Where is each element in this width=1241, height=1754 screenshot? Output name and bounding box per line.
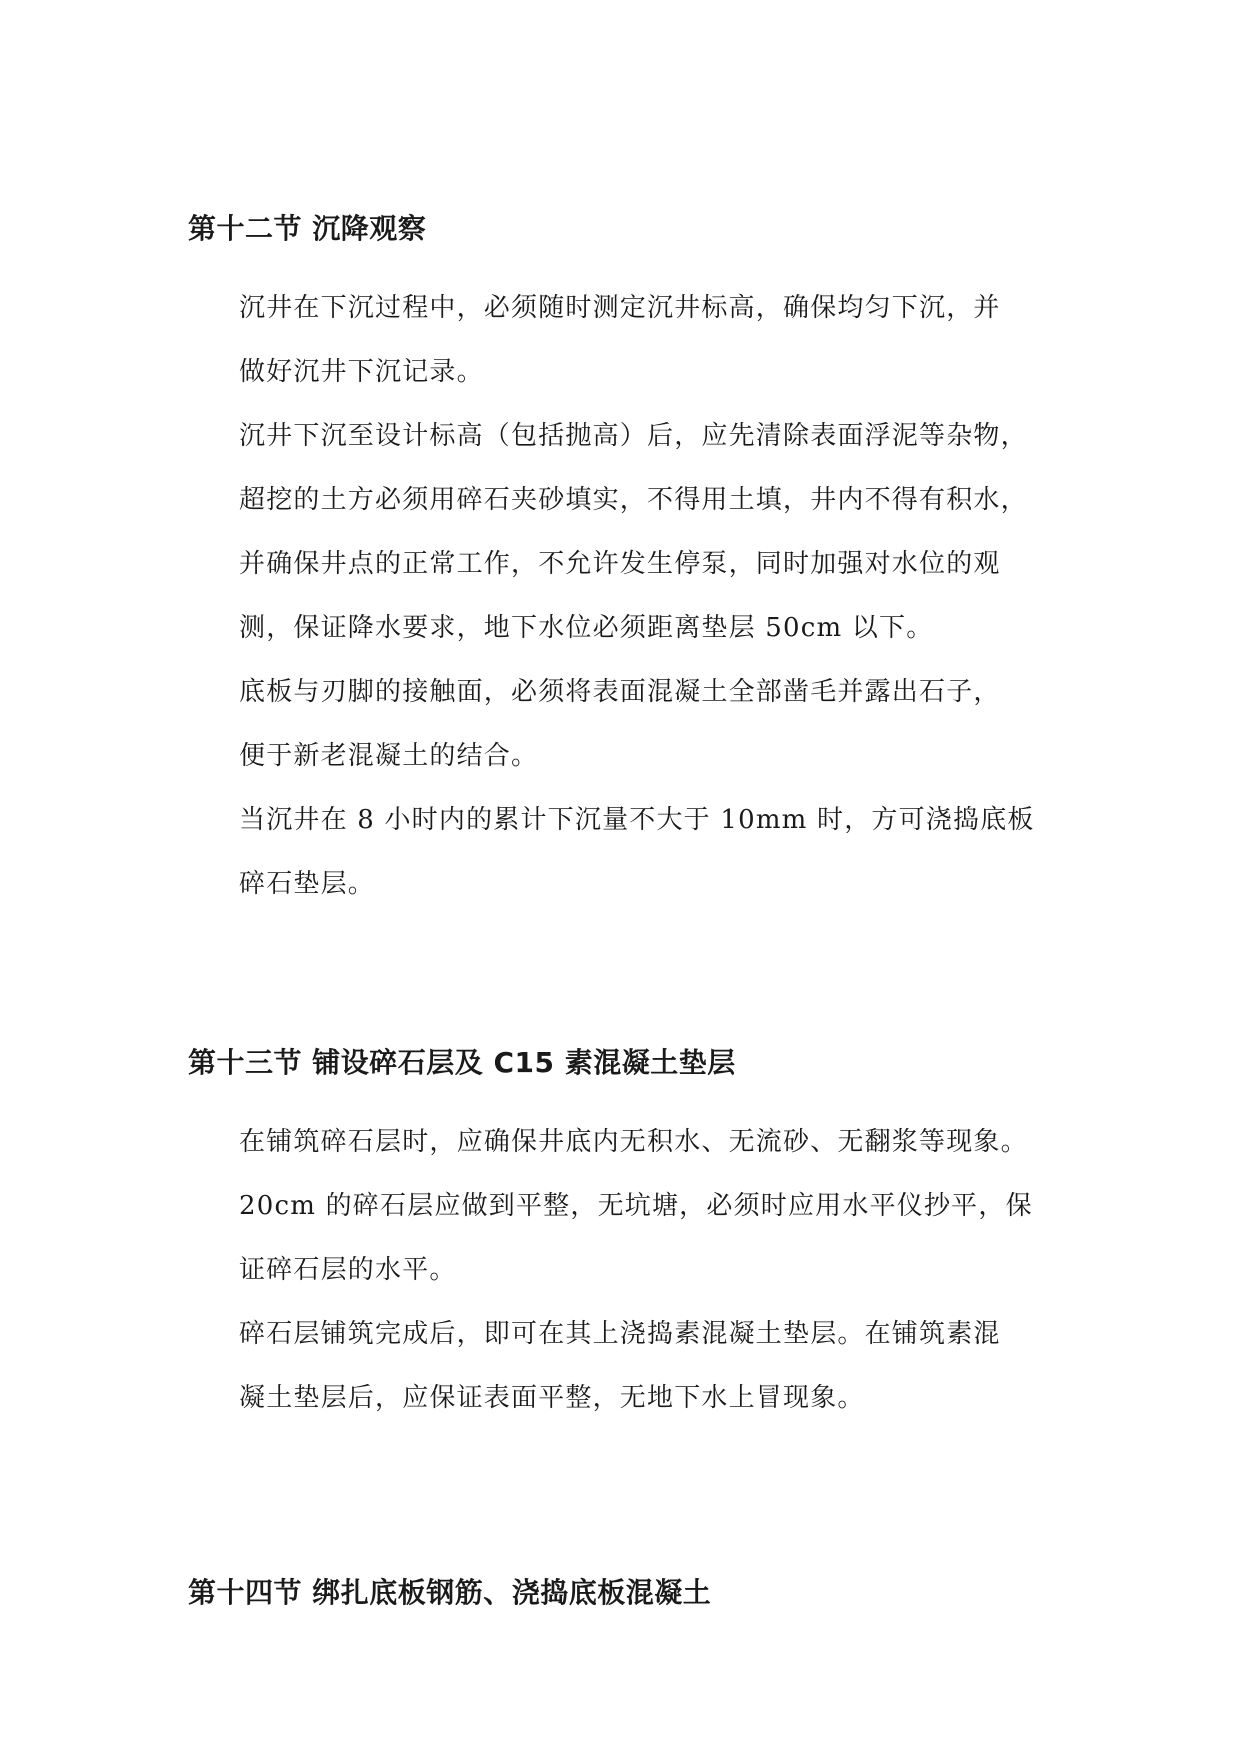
text-line: 在铺筑碎石层时，应确保井底内无积水、无流砂、无翻浆等现象。 <box>239 1127 1028 1157</box>
paragraph <box>239 1302 1069 1430</box>
text-line: 碎石层铺筑完成后，即可在其上浇捣素混凝土垫层。在铺筑素混 <box>239 1319 1001 1349</box>
text-line: 碎石垫层。 <box>239 869 376 899</box>
text-line: 凝土垫层后，应保证表面平整，无地下水上冒现象。 <box>239 1383 865 1413</box>
section-heading-12: 第十二节 沉降观察 <box>188 212 427 245</box>
paragraph <box>239 788 1069 916</box>
paragraph <box>239 404 1069 660</box>
text-line: 测，保证降水要求，地下水位必须距离垫层 50cm 以下。 <box>239 613 934 643</box>
text-line: 底板与刃脚的接触面，必须将表面混凝土全部凿毛并露出石子， <box>239 677 1001 707</box>
section-body-12 <box>239 276 1069 916</box>
text-line: 做好沉井下沉记录。 <box>239 357 484 387</box>
paragraph <box>239 276 1069 404</box>
text-line: 并确保井点的正常工作，不允许发生停泵，同时加强对水位的观 <box>239 549 1001 579</box>
paragraph <box>239 660 1069 788</box>
section-heading-14: 第十四节 绑扎底板钢筋、浇捣底板混凝土 <box>188 1576 712 1609</box>
section-body-13 <box>239 1110 1069 1430</box>
text-line: 沉井下沉至设计标高（包括抛高）后，应先清除表面浮泥等杂物， <box>239 421 1028 451</box>
text-line: 超挖的土方必须用碎石夹砂填实，不得用土填，井内不得有积水， <box>239 485 1028 515</box>
section-heading-13: 第十三节 铺设碎石层及 C15 素混凝土垫层 <box>188 1046 736 1079</box>
text-line: 便于新老混凝土的结合。 <box>239 741 539 771</box>
text-line: 证碎石层的水平。 <box>239 1255 457 1285</box>
text-line: 当沉井在 8 小时内的累计下沉量不大于 10mm 时，方可浇捣底板 <box>239 805 1035 835</box>
text-line: 20cm 的碎石层应做到平整，无坑塘，必须时应用水平仪抄平，保 <box>239 1191 1033 1221</box>
text-line: 沉井在下沉过程中，必须随时测定沉井标高，确保均匀下沉，并 <box>239 293 1001 323</box>
paragraph <box>239 1110 1069 1302</box>
